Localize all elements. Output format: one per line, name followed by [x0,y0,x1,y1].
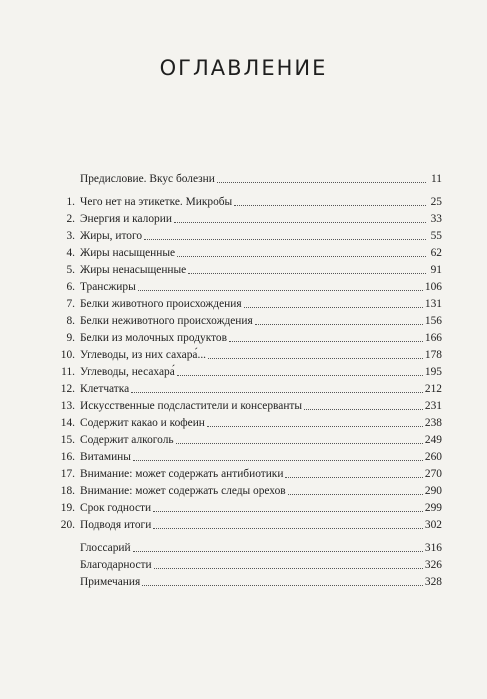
toc-page-number: 55 [430,230,442,242]
toc-leader [153,517,423,529]
toc-leader [177,245,426,257]
toc-row [54,364,442,381]
toc-leader [188,262,426,274]
toc-chapter-number: 13. [60,400,75,412]
toc-leader [229,330,423,342]
toc-page-number: 62 [430,247,442,259]
toc-page-number: 33 [430,213,442,225]
toc-row [54,398,442,415]
toc-label: Подводя итоги [80,519,152,531]
toc-label: Белки неживотного происхождения [80,315,253,327]
toc-label: Белки из молочных продуктов [80,332,227,344]
toc-leader [288,483,423,495]
toc-row [54,466,442,483]
toc-leader [142,574,423,586]
toc-label: Чего нет на этикетке. Микробы [80,196,233,208]
toc-label: Энергия и калории [80,213,172,225]
toc-chapter-number: 17. [60,468,75,480]
toc-chapter-number: 18. [60,485,75,497]
toc-leader [131,381,423,393]
toc-leader [207,415,423,427]
toc-chapter-number: 10. [60,349,75,361]
toc-leader [144,228,426,240]
toc-page-number: 231 [424,400,442,412]
toc-row-notes [54,574,442,591]
toc-page-number: 249 [424,434,442,446]
toc-row [54,381,442,398]
toc-chapter-number: 2. [66,213,75,225]
toc-page-number: 238 [424,417,442,429]
toc-row [54,279,442,296]
toc-row [54,296,442,313]
toc-page-number: 166 [424,332,442,344]
toc-label: Углеводы, несахара́ [80,366,175,378]
toc-chapter-number: 20. [60,519,75,531]
toc-label: Трансжиры [80,281,136,293]
toc-row [54,517,442,534]
toc-leader [285,466,422,478]
toc-page-number: 131 [424,298,442,310]
toc-row [54,449,442,466]
toc-page-number: 91 [430,264,442,276]
toc-chapter-number: 19. [60,502,75,514]
toc-page-number: 326 [424,559,442,571]
toc-leader [133,540,423,552]
toc-page-number: 270 [424,468,442,480]
toc-page-number: 11 [431,173,442,185]
toc-row [54,245,442,262]
toc-chapter-number: 1. [66,196,75,208]
toc-leader [154,557,423,569]
toc-row-acknowledgements [54,557,442,574]
toc-row-glossary [54,540,442,557]
toc-label: Благодарности [80,559,152,571]
toc-label: Примечания [80,576,141,588]
toc-chapter-number: 16. [60,451,75,463]
toc-page-number: 328 [424,576,442,588]
toc-chapter-number: 8. [66,315,75,327]
toc-chapter-number: 4. [66,247,75,259]
toc-label: Внимание: может содержать следы орехов [80,485,286,497]
toc-chapter-number: 5. [66,264,75,276]
toc-label: Клетчатка [80,383,130,395]
toc-page-number: 290 [424,485,442,497]
toc-leader [304,398,423,410]
toc-row [54,211,442,228]
toc-label: Жиры, итого [80,230,143,242]
toc-page-number: 106 [424,281,442,293]
toc-label: Содержит алкоголь [80,434,174,446]
toc-chapter-number: 12. [60,383,75,395]
toc-page-number: 302 [424,519,442,531]
toc-row [54,330,442,347]
toc-row [54,313,442,330]
toc-label: Углеводы, из них сахара́... [80,349,207,361]
toc-page-number: 212 [424,383,442,395]
toc-chapter-number: 15. [60,434,75,446]
toc-page-number: 195 [424,366,442,378]
toc-page-number: 156 [424,315,442,327]
toc-chapter-number: 14. [60,417,75,429]
toc-label: Искусственные подсластители и консерванты [80,400,303,412]
page-title: ОГЛАВЛЕНИЕ [159,56,328,80]
toc-chapter-number: 9. [66,332,75,344]
toc-page-number: 316 [424,542,442,554]
toc-label: Предисловие. Вкус болезни [80,173,215,185]
toc-leader [176,432,423,444]
toc-leader [174,211,426,223]
toc-page-number: 299 [424,502,442,514]
toc-page-number: 260 [424,451,442,463]
toc-chapter-number: 11. [61,366,75,378]
toc-label: Белки животного происхождения [80,298,242,310]
toc-leader [217,171,426,183]
toc-leader [138,279,423,291]
toc-row [54,228,442,245]
toc-row [54,347,442,364]
toc-row [54,262,442,279]
toc-row [54,500,442,517]
toc-row [54,483,442,500]
toc-label: Внимание: может содержать антибиотики [80,468,284,480]
toc-leader [177,364,423,376]
toc-label: Витамины [80,451,131,463]
toc-row [54,432,442,449]
toc-row [54,415,442,432]
toc-row [54,194,442,211]
toc-chapter-number: 7. [66,298,75,310]
toc-label: Глоссарий [80,542,131,554]
toc-leader [153,500,423,512]
toc-label: Содержит какао и кофеин [80,417,205,429]
toc-label: Срок годности [80,502,152,514]
toc-chapter-number: 6. [66,281,75,293]
toc-leader [133,449,423,461]
toc-leader [244,296,423,308]
toc-page-number: 178 [424,349,442,361]
toc-label: Жиры насыщенные [80,247,176,259]
toc-label: Жиры ненасыщенные [80,264,187,276]
toc-leader [234,194,426,206]
toc-leader [255,313,423,325]
toc-chapter-number: 3. [66,230,75,242]
toc-page-number: 25 [430,196,442,208]
toc-row-preface [54,171,442,188]
toc-leader [208,347,423,359]
